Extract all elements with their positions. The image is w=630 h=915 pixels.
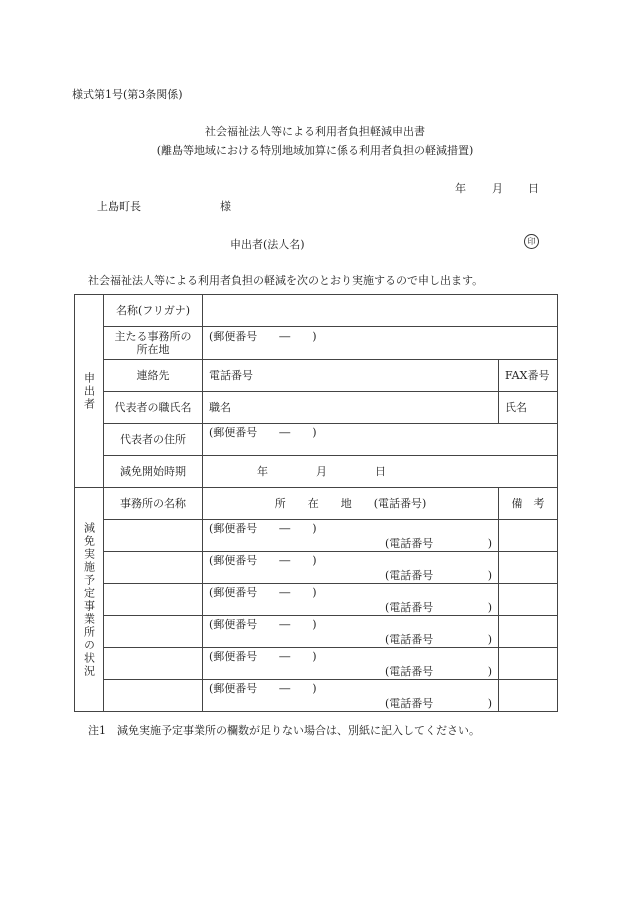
- facility-name-cell[interactable]: [104, 520, 203, 552]
- label-representative: 代表者の職氏名: [104, 392, 203, 424]
- facility-name-cell[interactable]: [104, 616, 203, 648]
- field-phone[interactable]: 電話番号: [203, 360, 499, 392]
- field-office-address[interactable]: [203, 327, 558, 360]
- tel-close: ): [487, 537, 492, 550]
- application-table: [74, 294, 558, 712]
- footnote: 注1 減免実施予定事業所の欄数が足りない場合は、別紙に記入してください。: [88, 724, 480, 737]
- facility-location-cell[interactable]: [203, 520, 499, 552]
- postal-code-label: (郵便番号 ― ): [209, 650, 317, 663]
- facility-row: [75, 616, 558, 648]
- facility-notes-cell[interactable]: [499, 680, 558, 712]
- tel-close: ): [487, 569, 492, 582]
- field-fax[interactable]: FAX番号: [499, 360, 558, 392]
- postal-code-label: (郵便番号 ― ): [209, 554, 317, 567]
- start-month: 月: [316, 464, 327, 478]
- tel-label: (電話番号: [385, 665, 434, 678]
- start-day: 日: [375, 464, 386, 478]
- date-year: 年: [455, 182, 466, 195]
- row-rep-address: [75, 424, 558, 456]
- facility-row: [75, 680, 558, 712]
- label-contact: 連絡先: [104, 360, 203, 392]
- postal-code-label: (郵便番号 ― ): [209, 586, 317, 599]
- honorific: 様: [220, 200, 231, 213]
- facility-notes-cell[interactable]: [499, 584, 558, 616]
- postal-code-label: (郵便番号 ― ): [209, 329, 317, 343]
- facility-notes-cell[interactable]: [499, 520, 558, 552]
- facility-location-cell[interactable]: [203, 680, 499, 712]
- field-rep-address[interactable]: [203, 424, 558, 456]
- facility-name-cell[interactable]: [104, 552, 203, 584]
- addressee: 上島町長: [97, 200, 141, 213]
- facility-row: [75, 584, 558, 616]
- section-facilities-label: 減免実施予定事業所の状況: [75, 488, 104, 712]
- facility-notes-cell[interactable]: [499, 648, 558, 680]
- label-name: 名称(フリガナ): [104, 295, 203, 327]
- facility-row: [75, 648, 558, 680]
- field-position[interactable]: 職名: [203, 392, 499, 424]
- facility-notes-cell[interactable]: [499, 552, 558, 584]
- postal-code-label: (郵便番号 ― ): [209, 682, 317, 695]
- facility-name-cell[interactable]: [104, 584, 203, 616]
- field-start-date[interactable]: [203, 456, 558, 488]
- tel-close: ): [487, 665, 492, 678]
- label-start-date: 減免開始時期: [104, 456, 203, 488]
- facility-name-cell[interactable]: [104, 648, 203, 680]
- header-location: 所 在 地 (電話番号): [203, 488, 499, 520]
- tel-close: ): [487, 601, 492, 614]
- label-office-line2: 所在地: [136, 343, 170, 356]
- postal-code-label: (郵便番号 ― ): [209, 618, 317, 631]
- field-name[interactable]: [203, 295, 558, 327]
- header-notes: 備 考: [499, 488, 558, 520]
- row-representative: [75, 392, 558, 424]
- postal-code-label: (郵便番号 ― ): [209, 522, 317, 535]
- row-contact: [75, 360, 558, 392]
- label-rep-address: 代表者の住所: [104, 424, 203, 456]
- intro-text: 社会福祉法人等による利用者負担の軽減を次のとおり実施するので申し出ます。: [88, 274, 484, 287]
- form-number: 様式第1号(第3条関係): [72, 88, 183, 101]
- row-name: [75, 295, 558, 327]
- label-office: [104, 327, 203, 360]
- start-year: 年: [257, 464, 268, 478]
- header-office-name: 事務所の名称: [104, 488, 203, 520]
- field-person-name[interactable]: 氏名: [499, 392, 558, 424]
- facility-row: [75, 520, 558, 552]
- document-subtitle: (離島等地域における特別地域加算に係る利用者負担の軽減措置): [156, 144, 474, 157]
- tel-label: (電話番号: [385, 697, 434, 710]
- tel-close: ): [487, 697, 492, 710]
- facility-name-cell[interactable]: [104, 680, 203, 712]
- applicant-label: 申出者(法人名): [230, 238, 305, 251]
- facility-location-cell[interactable]: [203, 616, 499, 648]
- tel-label: (電話番号: [385, 601, 434, 614]
- date-month: 月: [492, 182, 503, 195]
- table2-header: [75, 488, 558, 520]
- tel-close: ): [487, 633, 492, 646]
- label-office-line1: 主たる事務所の: [114, 330, 192, 343]
- postal-code-label: (郵便番号 ― ): [209, 426, 317, 439]
- facility-location-cell[interactable]: [203, 552, 499, 584]
- date-day: 日: [528, 182, 539, 195]
- facility-location-cell[interactable]: [203, 648, 499, 680]
- seal-mark: 印: [524, 234, 539, 249]
- facility-notes-cell[interactable]: [499, 616, 558, 648]
- facility-row: [75, 552, 558, 584]
- tel-label: (電話番号: [385, 633, 434, 646]
- document-title: 社会福祉法人等による利用者負担軽減申出書: [205, 125, 425, 138]
- section-applicant-label: 申出者: [75, 295, 104, 488]
- facility-location-cell[interactable]: [203, 584, 499, 616]
- tel-label: (電話番号: [385, 569, 434, 582]
- row-office: [75, 327, 558, 360]
- tel-label: (電話番号: [385, 537, 434, 550]
- row-start-date: [75, 456, 558, 488]
